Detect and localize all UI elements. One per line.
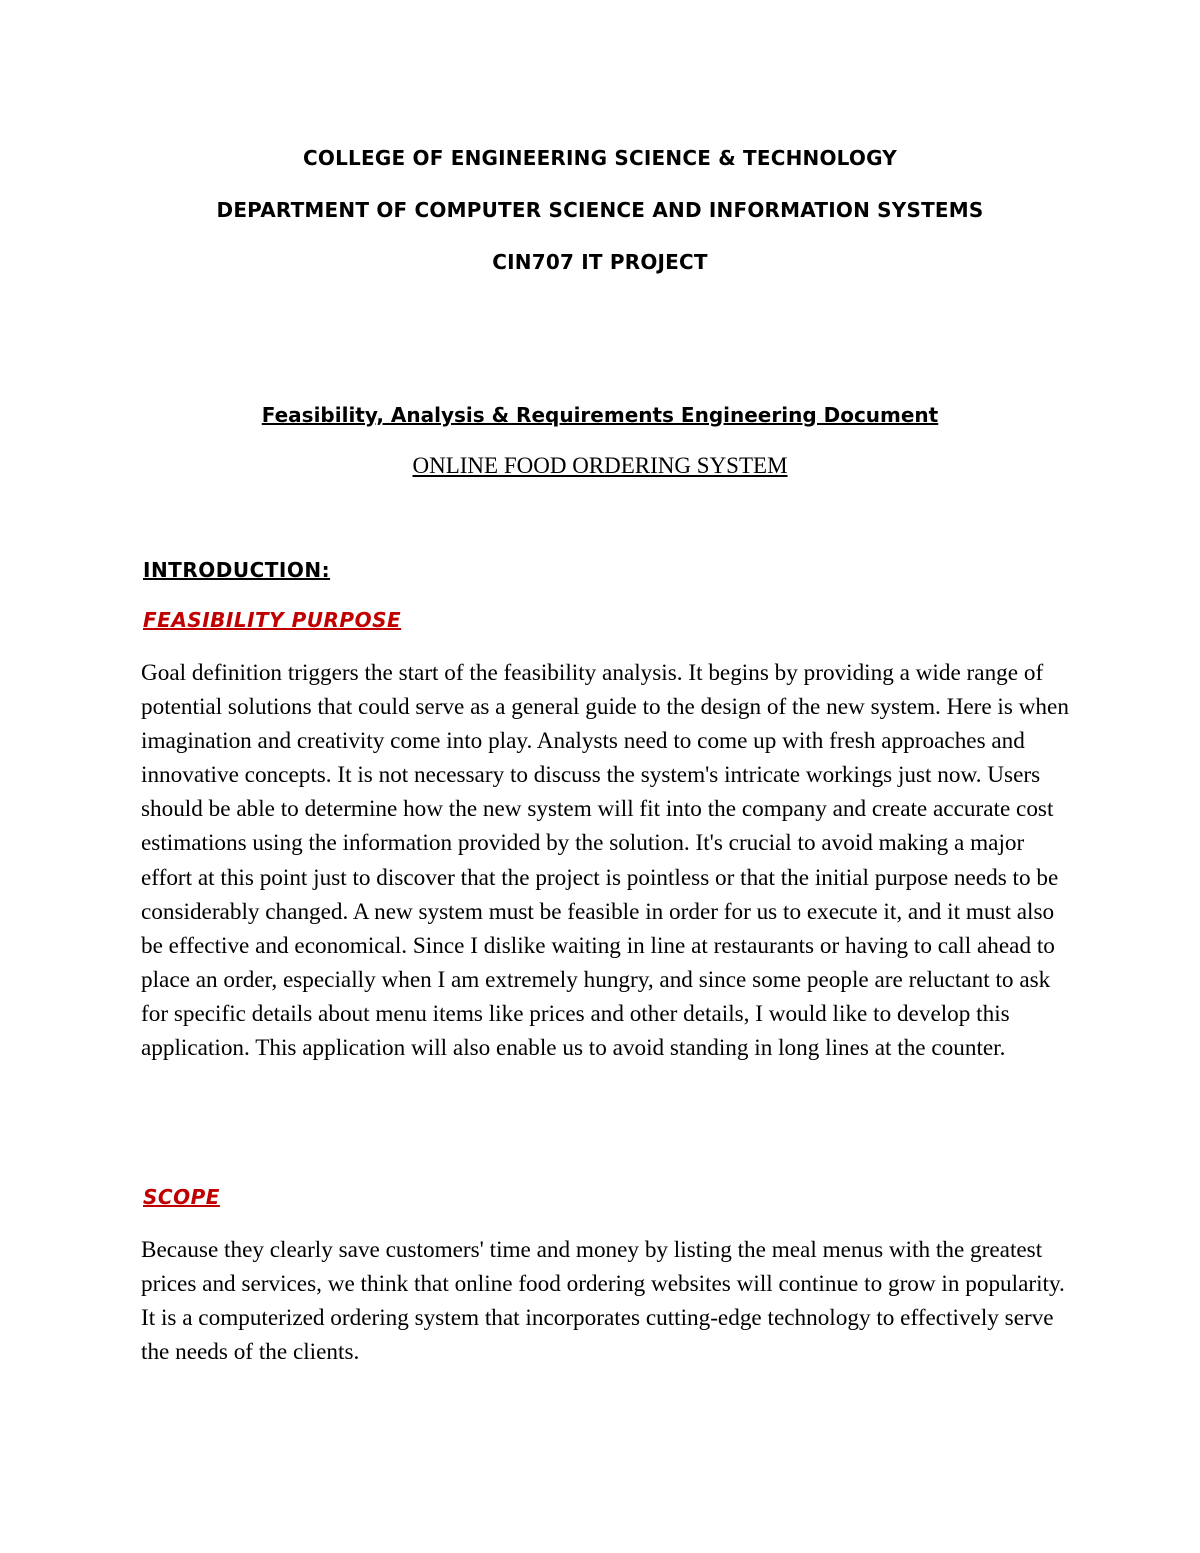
college-name: COLLEGE OF ENGINEERING SCIENCE & TECHNOLOGY [303,146,897,170]
document-title: Feasibility, Analysis & Requirements Engineering Document [261,403,939,427]
course-title: CIN707 IT PROJECT [492,250,708,274]
scope-heading: SCOPE [143,1185,220,1209]
scope-paragraph: Because they clearly save customers' time and money by listing the meal menus with the greatest prices and services, we think that online food ordering websites will continue to grow in popularity. It is a computerized ordering system that incorporates cutting-edge technology to effectively serve the needs of the clients. [141,1237,1065,1366]
system-name: ONLINE FOOD ORDERING SYSTEM [412,453,788,478]
introduction-heading: INTRODUCTION: [143,558,331,582]
feasibility-purpose-heading: FEASIBILITY PURPOSE [143,608,402,632]
department-name: DEPARTMENT OF COMPUTER SCIENCE AND INFORMATION SYSTEMS [216,198,984,222]
feasibility-purpose-paragraph: Goal definition triggers the start of the feasibility analysis. It begins by providing a wide range of potential solutions that could serve as a general guide to the design of the new system. Here is when imagination and creativity come into play. Analysts need to come up with fresh approaches and innovative concepts. It is not necessary to discuss the system's intricate workings just now. Users should be able to determine how the new system will fit into the company and create accurate cost estimations using the information provided by the solution. It's crucial to avoid making a major effort at this point just to discover that the project is pointless or that the initial purpose needs to be considerably changed. A new system must be feasible in order for us to execute it, and it must also be effective and economical. Since I dislike waiting in line at restaurants or having to call ahead to place an order, especially when I am extremely hungry, and since some people are reluctant to ask for specific details about menu items like prices and other details, I would like to develop this application. This application will also enable us to avoid standing in long lines at the counter. [141,660,1069,1062]
